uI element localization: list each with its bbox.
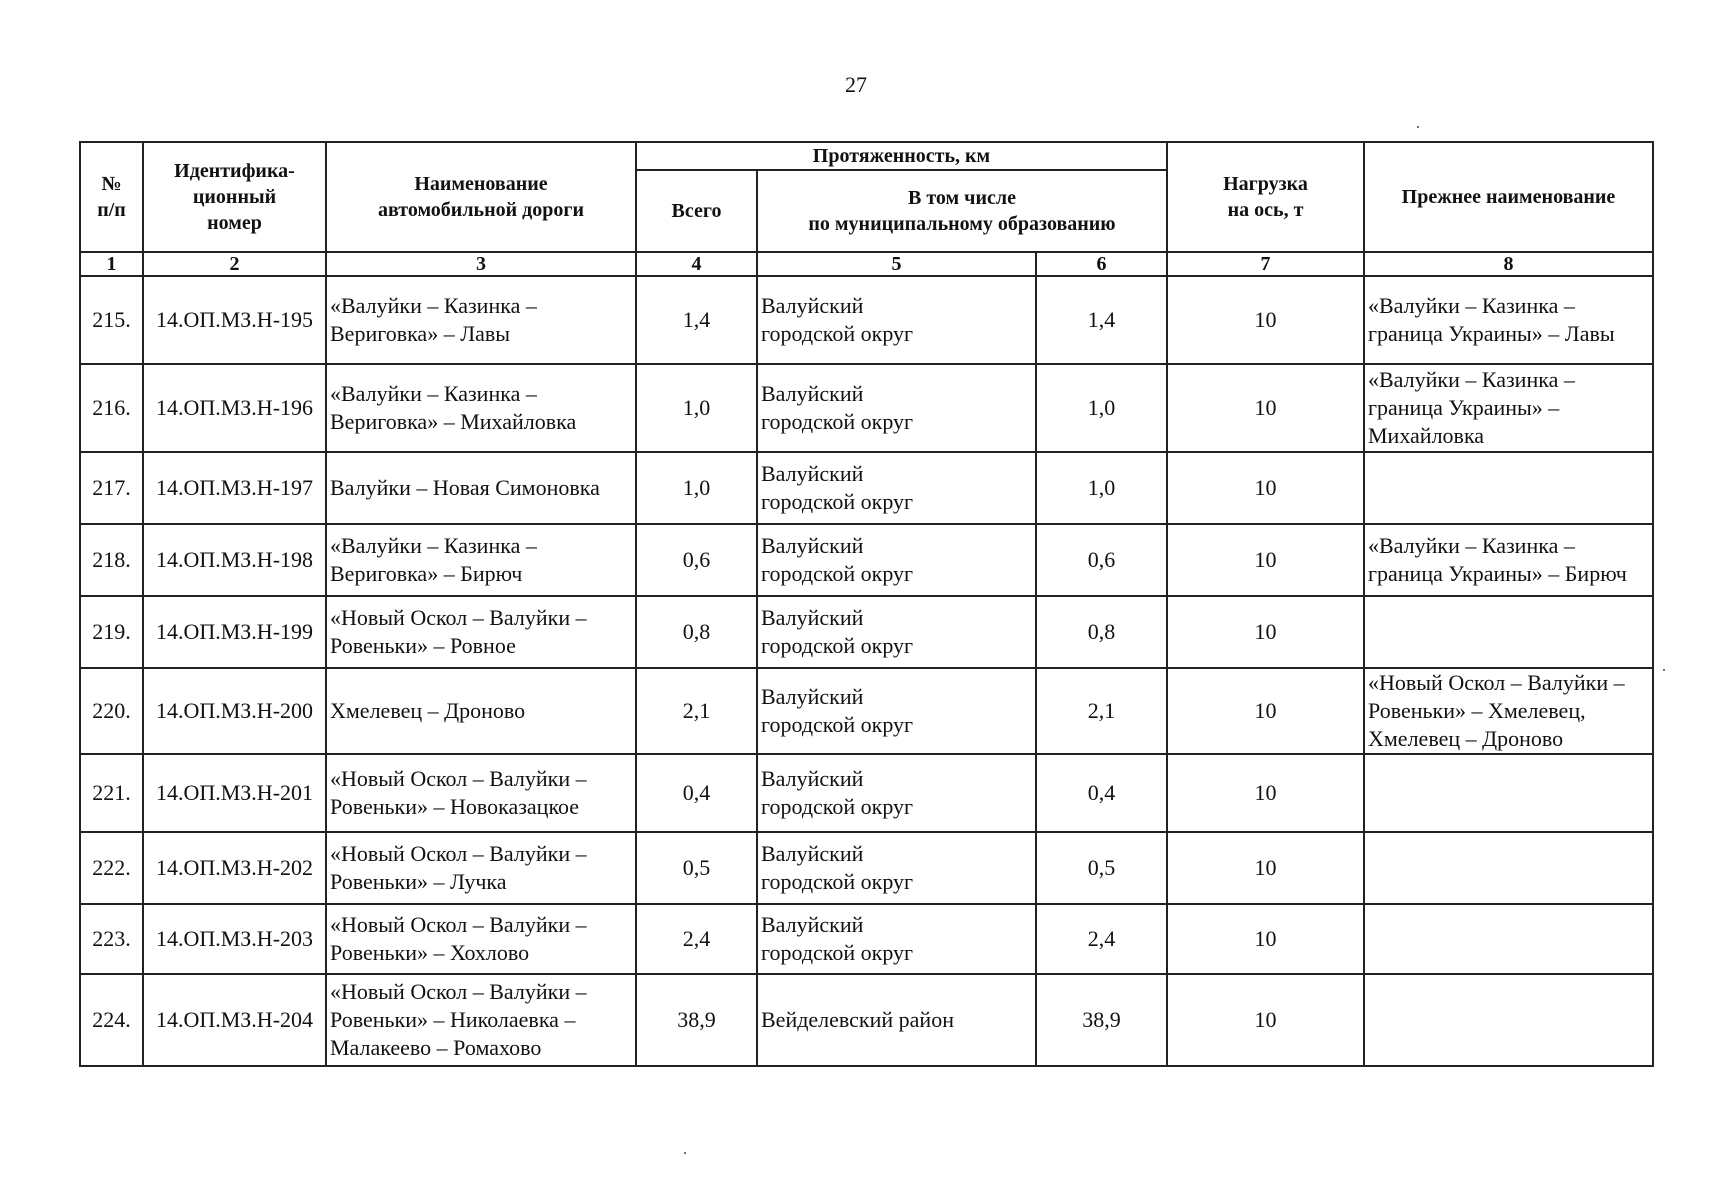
- header-total: Всего: [636, 170, 757, 252]
- length-total: 0,5: [636, 832, 757, 904]
- road-name: «Валуйки – Казинка – Вериговка» – Михайловка: [326, 364, 636, 452]
- length-total: 1,0: [636, 452, 757, 524]
- column-number: 4: [636, 252, 757, 276]
- scan-speck: [1417, 126, 1419, 128]
- axle-load: 10: [1167, 754, 1364, 832]
- length-municipality: 2,4: [1036, 904, 1167, 974]
- road-id: 14.ОП.МЗ.Н-198: [143, 524, 326, 596]
- municipality: Валуйский городской округ: [757, 832, 1036, 904]
- length-total: 2,4: [636, 904, 757, 974]
- table-row: [80, 452, 1653, 524]
- table-row: [80, 364, 1653, 452]
- road-name: «Новый Оскол – Валуйки – Ровеньки» – Лучка: [326, 832, 636, 904]
- length-total: 1,4: [636, 276, 757, 364]
- length-municipality: 0,8: [1036, 596, 1167, 668]
- road-name: «Валуйки – Казинка – Вериговка» – Лавы: [326, 276, 636, 364]
- axle-load: 10: [1167, 668, 1364, 754]
- road-name: «Валуйки – Казинка – Вериговка» – Бирюч: [326, 524, 636, 596]
- axle-load: 10: [1167, 832, 1364, 904]
- road-name: «Новый Оскол – Валуйки – Ровеньки» – Николаевка – Малакеево – Ромахово: [326, 974, 636, 1066]
- municipality: Валуйский городской округ: [757, 754, 1036, 832]
- road-id: 14.ОП.МЗ.Н-204: [143, 974, 326, 1066]
- road-id: 14.ОП.МЗ.Н-195: [143, 276, 326, 364]
- length-municipality: 1,4: [1036, 276, 1167, 364]
- previous-name: «Новый Оскол – Валуйки – Ровеньки» – Хмелевец, Хмелевец – Дроново: [1364, 668, 1653, 754]
- length-total: 0,8: [636, 596, 757, 668]
- municipality: Валуйский городской округ: [757, 524, 1036, 596]
- length-total: 38,9: [636, 974, 757, 1066]
- length-municipality: 2,1: [1036, 668, 1167, 754]
- length-municipality: 38,9: [1036, 974, 1167, 1066]
- row-number: 217.: [80, 452, 143, 524]
- road-id: 14.ОП.МЗ.Н-197: [143, 452, 326, 524]
- row-number: 221.: [80, 754, 143, 832]
- road-id: 14.ОП.МЗ.Н-199: [143, 596, 326, 668]
- axle-load: 10: [1167, 364, 1364, 452]
- row-number: 219.: [80, 596, 143, 668]
- header-id: Идентифика- ционный номер: [143, 142, 326, 252]
- row-number: 224.: [80, 974, 143, 1066]
- scan-speck: [1663, 669, 1665, 671]
- municipality: Валуйский городской округ: [757, 276, 1036, 364]
- page-number: 27: [845, 72, 867, 97]
- municipality: Валуйский городской округ: [757, 668, 1036, 754]
- municipality: Валуйский городской округ: [757, 904, 1036, 974]
- previous-name: [1364, 754, 1653, 832]
- axle-load: 10: [1167, 596, 1364, 668]
- length-municipality: 0,5: [1036, 832, 1167, 904]
- road-id: 14.ОП.МЗ.Н-203: [143, 904, 326, 974]
- axle-load: 10: [1167, 524, 1364, 596]
- column-number: 6: [1036, 252, 1167, 276]
- length-municipality: 0,4: [1036, 754, 1167, 832]
- column-number: 2: [143, 252, 326, 276]
- table-row: [80, 596, 1653, 668]
- axle-load: 10: [1167, 904, 1364, 974]
- table-row: [80, 524, 1653, 596]
- previous-name: «Валуйки – Казинка – граница Украины» – Михайловка: [1364, 364, 1653, 452]
- column-number: 3: [326, 252, 636, 276]
- road-id: 14.ОП.МЗ.Н-202: [143, 832, 326, 904]
- header-including-municipality: В том числе по муниципальному образованию: [757, 170, 1167, 252]
- municipality: Валуйский городской округ: [757, 364, 1036, 452]
- road-id: 14.ОП.МЗ.Н-200: [143, 668, 326, 754]
- length-total: 2,1: [636, 668, 757, 754]
- scan-speck: [684, 1152, 686, 1154]
- previous-name: [1364, 452, 1653, 524]
- row-number: 216.: [80, 364, 143, 452]
- previous-name: «Валуйки – Казинка – граница Украины» – Бирюч: [1364, 524, 1653, 596]
- column-number: 5: [757, 252, 1036, 276]
- road-id: 14.ОП.МЗ.Н-201: [143, 754, 326, 832]
- roads-table: [79, 141, 1654, 1067]
- header-num: № п/п: [80, 142, 143, 252]
- table-row: [80, 668, 1653, 754]
- row-number: 215.: [80, 276, 143, 364]
- road-id: 14.ОП.МЗ.Н-196: [143, 364, 326, 452]
- table-row: [80, 832, 1653, 904]
- table-row: [80, 754, 1653, 832]
- row-number: 222.: [80, 832, 143, 904]
- row-number: 223.: [80, 904, 143, 974]
- column-numbers-row: [80, 252, 1653, 276]
- header-axle-load: Нагрузка на ось, т: [1167, 142, 1364, 252]
- municipality: Валуйский городской округ: [757, 596, 1036, 668]
- length-municipality: 0,6: [1036, 524, 1167, 596]
- length-municipality: 1,0: [1036, 452, 1167, 524]
- length-total: 1,0: [636, 364, 757, 452]
- axle-load: 10: [1167, 276, 1364, 364]
- road-name: Валуйки – Новая Симоновка: [326, 452, 636, 524]
- row-number: 218.: [80, 524, 143, 596]
- road-name: Хмелевец – Дроново: [326, 668, 636, 754]
- previous-name: «Валуйки – Казинка – граница Украины» – Лавы: [1364, 276, 1653, 364]
- table-row: [80, 276, 1653, 364]
- previous-name: [1364, 904, 1653, 974]
- table-body: [80, 276, 1653, 1066]
- road-name: «Новый Оскол – Валуйки – Ровеньки» – Хохлово: [326, 904, 636, 974]
- table-row: [80, 904, 1653, 974]
- column-number: 7: [1167, 252, 1364, 276]
- previous-name: [1364, 974, 1653, 1066]
- header-length-group: Протяженность, км: [636, 142, 1167, 170]
- row-number: 220.: [80, 668, 143, 754]
- length-total: 0,4: [636, 754, 757, 832]
- header-previous-name: Прежнее наименование: [1364, 142, 1653, 252]
- length-total: 0,6: [636, 524, 757, 596]
- length-municipality: 1,0: [1036, 364, 1167, 452]
- previous-name: [1364, 596, 1653, 668]
- municipality: Вейделевский район: [757, 974, 1036, 1066]
- road-name: «Новый Оскол – Валуйки – Ровеньки» – Ровное: [326, 596, 636, 668]
- axle-load: 10: [1167, 452, 1364, 524]
- table-row: [80, 974, 1653, 1066]
- axle-load: 10: [1167, 974, 1364, 1066]
- column-number: 8: [1364, 252, 1653, 276]
- column-number: 1: [80, 252, 143, 276]
- previous-name: [1364, 832, 1653, 904]
- municipality: Валуйский городской округ: [757, 452, 1036, 524]
- header-road-name: Наименование автомобильной дороги: [326, 142, 636, 252]
- road-name: «Новый Оскол – Валуйки – Ровеньки» – Новоказацкое: [326, 754, 636, 832]
